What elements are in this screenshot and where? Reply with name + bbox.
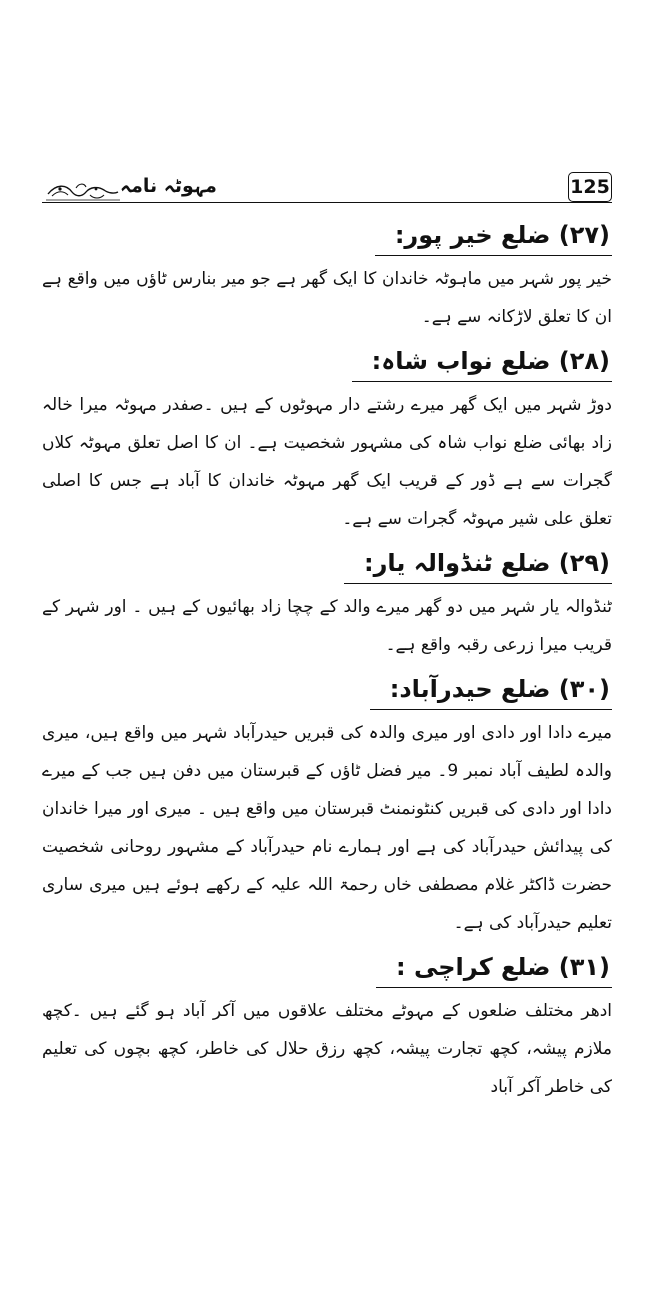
- section-heading: (۳۱) ضلع کراچی :: [376, 948, 612, 988]
- section-heading: (۲۹) ضلع ٹنڈوالہ یار:: [344, 544, 612, 584]
- page-content: [42, 212, 612, 1108]
- section-karachi: [42, 944, 612, 1106]
- section-hyderabad: [42, 666, 612, 942]
- section-paragraph: میرے دادا اور دادی اور میری والدہ کی قبریں حیدرآباد شہر میں واقع ہیں، میری والدہ لطیف آباد نمبر 9۔ میر فضل ٹاؤں کے قبرستان میں دفن ہیں جب کے میرے دادا اور دادی کی قبریں کنٹونمنٹ قبرستان میں واقع ہیں ۔ میری اور میرا خاندان کی پیدائش حیدرآباد کی ہے اور ہمارے نام حیدرآباد کے مشہور روحانی شخصیت حضرت ڈاکٹر غلام مصطفی خاں رحمۃ اللہ علیہ کے رکھے ہوئے ہیں میری ساری تعلیم حیدرآباد کی ہے۔: [42, 723, 612, 933]
- page-number: 125: [568, 172, 612, 202]
- section-heading: (۲۷) ضلع خیر پور:: [375, 216, 612, 256]
- floral-ornament-icon: [46, 180, 120, 202]
- section-paragraph: ادھر مختلف ضلعوں کے مہوٹے مختلف علاقوں میں آکر آباد ہو گئے ہیں ۔کچھ ملازم پیشہ، کچھ تجارت پیشہ، کچھ رزق حلال کی خاطر، کچھ بچوں کی تعلیم کی خاطر آکر آباد: [42, 1001, 612, 1097]
- section-nawabshah: [42, 338, 612, 538]
- section-paragraph: دوڑ شہر میں ایک گھر میرے رشتے دار مہوٹوں کے ہیں ۔صفدر مہوٹہ میرا خالہ زاد بھائی ضلع نواب شاہ کی مشہور شخصیت ہے۔ ان کا اصل تعلق مہوٹہ کلاں گجرات سے ہے ڈور کے قریب ایک گھر مہوٹہ خاندان کا آباد ہے جس کا اصلی تعلق علی شیر مہوٹہ گجرات سے ہے۔: [42, 395, 612, 529]
- running-title: مہوٹہ نامہ: [120, 175, 217, 197]
- header-rule: [42, 202, 612, 203]
- page-header: [42, 170, 612, 204]
- section-paragraph: خیر پور شہر میں ماہوٹہ خاندان کا ایک گھر ہے جو میر بنارس ٹاؤں میں واقع ہے ان کا تعلق لاڑکانہ سے ہے۔: [42, 269, 612, 327]
- section-khairpur: [42, 212, 612, 336]
- section-paragraph: ٹنڈوالہ یار شہر میں دو گھر میرے والد کے چچا زاد بھائیوں کے ہیں ۔ اور شہر کے قریب میرا زرعی رقبہ واقع ہے۔: [42, 597, 612, 655]
- section-heading: (۳۰) ضلع حیدرآباد:: [370, 670, 612, 710]
- section-tando-allahyar: [42, 540, 612, 664]
- section-heading: (۲۸) ضلع نواب شاہ:: [352, 342, 612, 382]
